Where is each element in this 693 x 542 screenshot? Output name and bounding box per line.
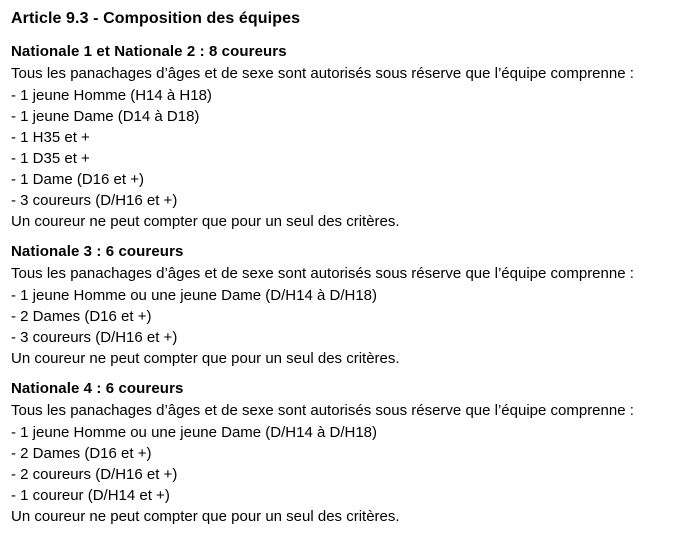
list-item: - 1 jeune Homme ou une jeune Dame (D/H14 à D/H18) [11,287,378,304]
list-item: - 1 Dame (D16 et +) [11,171,144,188]
section-intro: Tous les panachages d’âges et de sexe sont autorisés sous réserve que l’équipe comprenne : [11,402,634,419]
section-footer: Un coureur ne peut compter que pour un seul des critères. [11,213,400,230]
section-heading: Nationale 4 : 6 coureurs [11,380,184,397]
section-heading: Nationale 3 : 6 coureurs [11,243,184,260]
list-item: - 1 coureur (D/H14 et +) [11,487,170,504]
article-title: Article 9.3 - Composition des équipes [11,10,301,27]
section-footer: Un coureur ne peut compter que pour un seul des critères. [11,508,400,525]
section-nationale-3 [11,240,683,369]
section-heading: Nationale 1 et Nationale 2 : 8 coureurs [11,43,287,60]
list-item: - 1 H35 et + [11,129,90,146]
list-item: - 2 coureurs (D/H16 et +) [11,466,178,483]
section-intro: Tous les panachages d’âges et de sexe sont autorisés sous réserve que l’équipe comprenne : [11,265,634,282]
list-item: - 1 D35 et + [11,150,90,167]
list-item: - 3 coureurs (D/H16 et +) [11,192,178,209]
section-footer: Un coureur ne peut compter que pour un seul des critères. [11,350,400,367]
list-item: - 2 Dames (D16 et +) [11,445,152,462]
list-item: - 1 jeune Homme (H14 à H18) [11,87,212,104]
list-item: - 2 Dames (D16 et +) [11,308,152,325]
section-nationale-1-2 [11,40,683,232]
section-intro: Tous les panachages d’âges et de sexe sont autorisés sous réserve que l’équipe comprenne : [11,65,634,82]
list-item: - 1 jeune Dame (D14 à D18) [11,108,200,125]
section-nationale-4 [11,377,683,527]
list-item: - 1 jeune Homme ou une jeune Dame (D/H14 à D/H18) [11,424,378,441]
list-item: - 3 coureurs (D/H16 et +) [11,329,178,346]
